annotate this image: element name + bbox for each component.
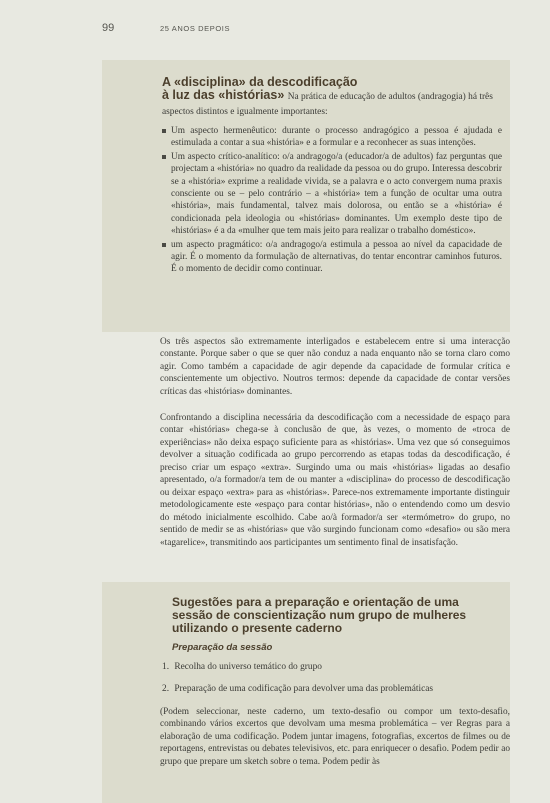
section-2-title: Sugestões para a preparação e orientação de uma sessão de conscientização num grupo de mulheres utilizando o presente caderno: [172, 595, 467, 635]
section-box-1: [102, 60, 510, 332]
heading-line-2: à luz das «histórias»: [162, 88, 285, 102]
running-head: 25 ANOS DEPOIS: [160, 24, 231, 33]
paragraph-1: Os três aspectos são extremamente interligados e estabelecem entre si uma interacção constante. Porque saber o que se quer não conduz a nada enquanto não se torna claro como agir. Como também a capacidade de agir depende da capacidade de formular crítica e conscientemente um objectivo. Noutros termos: depende da capacidade de contar versões críticas das «histórias» dominantes.: [160, 337, 510, 397]
item-number: 1.: [162, 662, 170, 672]
page-number: 99: [102, 22, 115, 34]
paragraph-3: (Podem seleccionar, neste caderno, um texto-desafio ou compor um texto-desafio, combinando vários excertos que devolvam uma mesma problemática – ver Regras para a elaboração de uma codificação. Podem juntar imagens, fotografias, excertos de filmes ou de reportagens, entrevistas ou debates televisivos, etc. para enriquecer o desafio. Podem pedir ao grupo que prepare um sketch sobre o tema. Podem pedir às: [160, 707, 510, 767]
aspects-list: [162, 125, 502, 276]
list-item: [162, 661, 322, 673]
section-2-subtitle: Preparação da sessão: [172, 642, 273, 653]
item-text: Recolha do universo temático do grupo: [174, 662, 322, 672]
list-item: [162, 683, 433, 695]
intro-text: Na prática de educação de adultos (andragogia) há três aspectos distintos e igualmente importantes:: [162, 92, 493, 117]
list-item: Um aspecto hermenêutico: durante o processo andragógico a pessoa é ajudada e estimulada a contar a sua «história» e a formular e a reconhecer as suas intenções.: [162, 125, 502, 150]
list-item: Um aspecto crítico-analítico: o/a andragogo/a (educador/a de adultos) faz perguntas que projectam a «história» no quadro da realidade da pessoa ou do grupo. Interessa descobrir se a «história» exprime a realidade vivida, se a palavra e o acto convergem numa praxis consciente ou se – pelo contrário – a «história» tem a função de ocultar uma outra «história», mais fundamental, talvez mais dolorosa, ou então se a «história» é condicionada pela ideologia ou «histórias» dominantes. Um exemplo deste tipo de «histórias» é a da «mulher que tem mais jeito para realizar o trabalho doméstico».: [162, 151, 502, 238]
section-1-content: [162, 76, 502, 277]
list-item: um aspecto pragmático: o/a andragogo/a estimula a pessoa ao nível da capacidade de agir. É o momento da formulação de alternativas, do tentar encontrar caminhos futuros. É o momento de decidir como continuar.: [162, 239, 502, 276]
heading-line-1: A «disciplina» da descodificação: [162, 75, 358, 89]
paragraph-2: Confrontando a disciplina necessária da descodificação com a necessidade de espaço para contar «histórias» chega-se à conclusão de que, às vezes, o momento de «troca de experiências» não deixa espaço suficiente para as «histórias». Uma vez que só conseguimos devolver a situação codificada ao grupo percorrendo as etapas todas da descodificação, é preciso criar um espaço «extra». Surgindo uma ou mais «histórias» ligadas ao desafio apresentado, o/a formador/a tem de ou manter a «disciplina» do processo de descodificação ou deixar espaço «extra» para as «histórias». Parece-nos extremamente importante distinguir metodologicamente este «espaço para contar histórias», não o entendendo como um desvio do método inicialmente escolhido. Cabe ao/à formador/a ser «termómetro» do grupo, no sentido de medir se as «histórias» que vão surgindo funcionam como «desafio» ou são mera «tagarelice», transmitindo aos participantes um sentimento final de insatisfação.: [160, 413, 510, 548]
item-number: 2.: [162, 684, 170, 694]
section-1-heading: [162, 76, 502, 119]
item-text: Preparação de uma codificação para devolver uma das problemáticas: [174, 684, 434, 694]
